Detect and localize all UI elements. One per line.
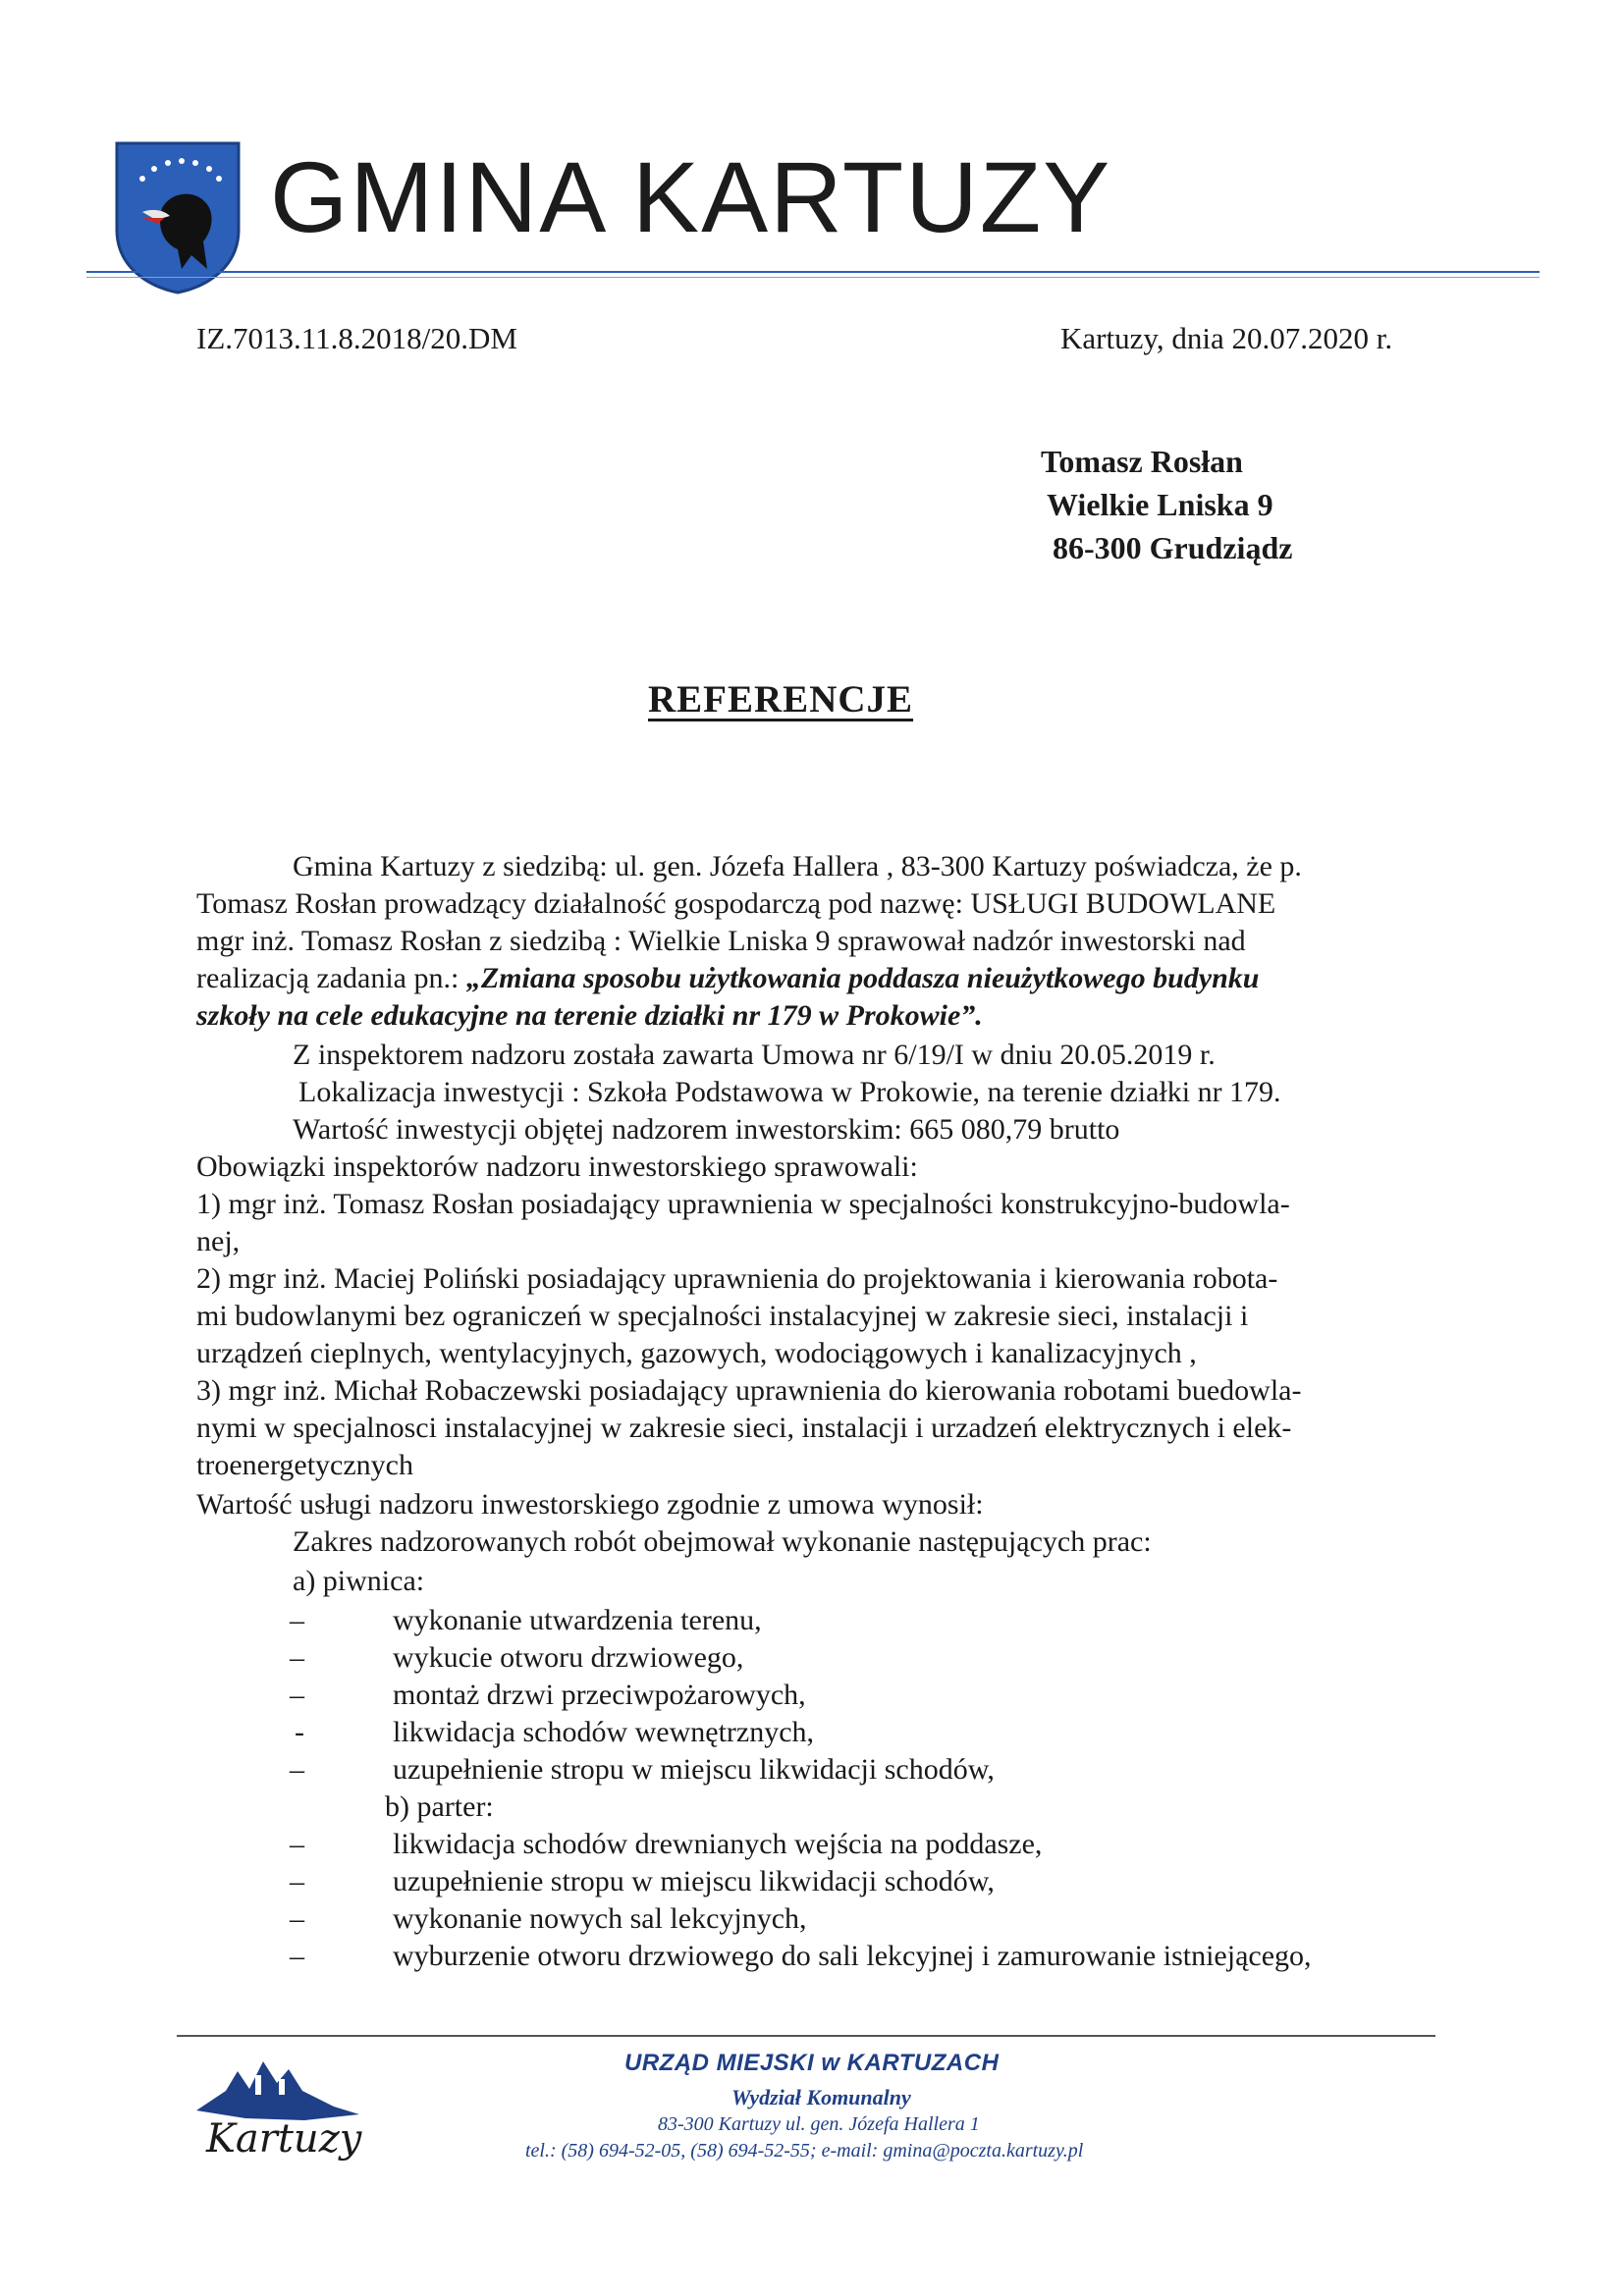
body-line: Tomasz Rosłan prowadzący działalność gospodarczą pod nazwę: USŁUGI BUDOWLANE (196, 887, 1276, 920)
recipient-city: 86-300 Grudziądz (1053, 530, 1293, 565)
kartuzy-logo-icon (187, 2032, 373, 2164)
body-line: mgr inż. Tomasz Rosłan z siedzibą : Wielkie Lniska 9 sprawował nadzór inwestorski nad (196, 925, 1246, 957)
list-bullet: – (290, 1865, 304, 1897)
list-bullet: - (295, 1716, 304, 1748)
body-line: Lokalizacja inwestycji : Szkoła Podstawowa w Prokowie, na terenie działki nr 179. (298, 1076, 1281, 1108)
body-line: Wartość usługi nadzoru inwestorskiego zgodnie z umowa wynosił: (196, 1488, 984, 1521)
body-line: nej, (196, 1225, 241, 1257)
list-bullet: – (290, 1828, 304, 1860)
body-line: 2) mgr inż. Maciej Poliński posiadający uprawnienia do projektowania i kierowania robota- (196, 1262, 1278, 1295)
list-item: wyburzenie otworu drzwiowego do sali lekcyjnej i zamurowanie istniejącego, (393, 1940, 1312, 1972)
body-line: nymi w specjalnosci instalacyjnej w zakresie sieci, instalacji i urzadzeń elektrycznych i elek- (196, 1412, 1292, 1444)
document-date: Kartuzy, dnia 20.07.2020 r. (1060, 321, 1393, 355)
list-bullet: – (290, 1940, 304, 1972)
list-item: montaż drzwi przeciwpożarowych, (393, 1679, 806, 1711)
body-line: troenergetycznych (196, 1449, 414, 1481)
list-item: wykucie otworu drzwiowego, (393, 1641, 744, 1674)
body-line: 1) mgr inż. Tomasz Rosłan posiadający uprawnienia w specjalności konstrukcyjno-budowla- (196, 1188, 1290, 1220)
body-line: mi budowlanymi bez ograniczeń w specjalności instalacyjnej w zakresie sieci, instalacji i (196, 1300, 1249, 1332)
body-line: Zakres nadzorowanych robót obejmował wykonanie następujących prac: (293, 1525, 1152, 1558)
header-rule-thin (86, 277, 1540, 278)
recipient-street: Wielkie Lniska 9 (1047, 487, 1273, 522)
footer-contact: tel.: (58) 694-52-05, (58) 694-52-55; e-mail: gmina@poczta.kartuzy.pl (525, 2140, 1084, 2162)
reference-number: IZ.7013.11.8.2018/20.DM (196, 321, 517, 355)
list-bullet: – (290, 1641, 304, 1674)
logo-signature: Kartuzy (206, 2116, 362, 2162)
list-bullet: – (290, 1604, 304, 1636)
list-bullet: – (290, 1679, 304, 1711)
list-item: wykonanie nowych sal lekcyjnych, (393, 1902, 807, 1935)
list-item: uzupełnienie stropu w miejscu likwidacji schodów, (393, 1865, 995, 1897)
body-line: Z inspektorem nadzoru została zawarta Umowa nr 6/19/I w dniu 20.05.2019 r. (293, 1039, 1216, 1071)
list-bullet: – (290, 1902, 304, 1935)
section-label-piwnica: a) piwnica: (293, 1565, 425, 1597)
body-line: Obowiązki inspektorów nadzoru inwestorskiego sprawowali: (196, 1150, 918, 1183)
body-line: Wartość inwestycji objętej nadzorem inwestorskim: 665 080,79 brutto (293, 1113, 1120, 1146)
footer-street: 83-300 Kartuzy ul. gen. Józefa Hallera 1 (658, 2113, 980, 2135)
task-name-cont: szkoły na cele edukacyjne na terenie działki nr 179 w Prokowie”. (196, 999, 983, 1032)
body-line: urządzeń cieplnych, wentylacyjnych, gazowych, wodociągowych i kanalizacyjnych , (196, 1337, 1197, 1369)
list-item: likwidacja schodów wewnętrznych, (393, 1716, 815, 1748)
footer-department: Wydział Komunalny (731, 2085, 911, 2109)
list-item: uzupełnienie stropu w miejscu likwidacji schodów, (393, 1753, 995, 1786)
body-line: 3) mgr inż. Michał Robaczewski posiadający uprawnienia do kierowania robotami buedowla- (196, 1374, 1302, 1407)
task-name: „Zmiana sposobu użytkowania poddasza nieużytkowego budynku (465, 962, 1260, 994)
list-item: likwidacja schodów drewnianych wejścia na poddasze, (393, 1828, 1043, 1860)
body-line (196, 964, 1259, 993)
recipient-address (1041, 440, 1292, 569)
list-item: wykonanie utwardzenia terenu, (393, 1604, 762, 1636)
section-label-parter: b) parter: (385, 1790, 494, 1823)
body-text: realizacją zadania pn.: (196, 962, 466, 994)
body-line: Gmina Kartuzy z siedzibą: ul. gen. Józefa Hallera , 83-300 Kartuzy poświadcza, że p. (293, 850, 1302, 882)
header-rule (86, 271, 1540, 273)
document-title: REFERENCJE (648, 678, 914, 721)
org-title: GMINA KARTUZY (270, 141, 1112, 253)
footer-office: URZĄD MIEJSKI w KARTUZACH (624, 2050, 1000, 2076)
list-bullet: – (290, 1753, 304, 1786)
recipient-name: Tomasz Rosłan (1041, 444, 1243, 479)
